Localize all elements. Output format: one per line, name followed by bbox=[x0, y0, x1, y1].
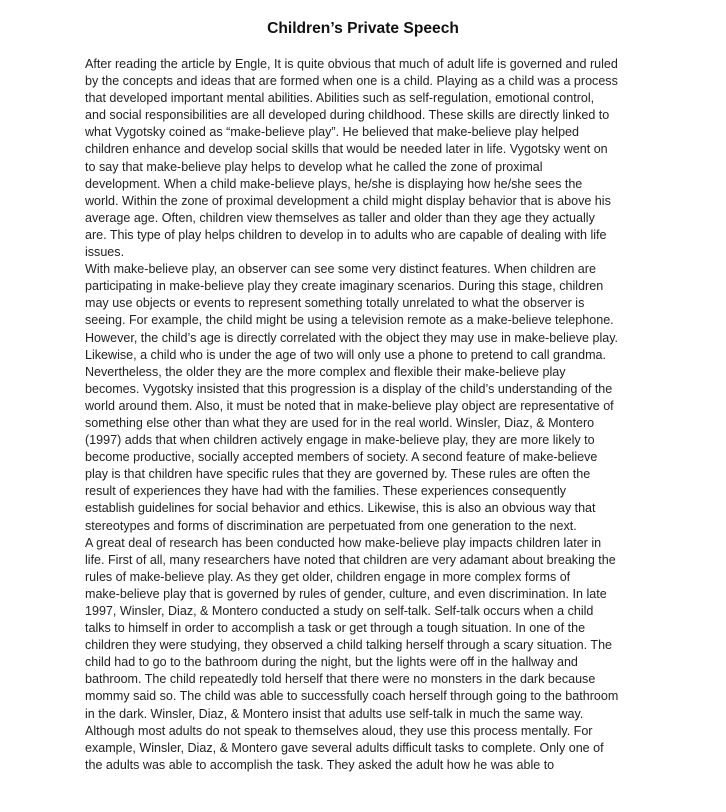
text-line: play is that children have specific rules that they are governed by. These rules are often the bbox=[85, 467, 591, 482]
document-title: Children’s Private Speech bbox=[267, 20, 459, 37]
text-line: participating in make-believe play they create imaginary scenarios. During this stage, children bbox=[85, 279, 604, 294]
text-line: that developed important mental abilities. Abilities such as self-regulation, emotional control, bbox=[85, 91, 595, 106]
text-line: and social responsibilities are all developed during childhood. These skills are directly linked to bbox=[85, 108, 610, 123]
document-body bbox=[85, 56, 651, 774]
text-line: becomes. Vygotsky insisted that this progression is a display of the child’s understanding of the bbox=[85, 381, 613, 396]
text-line: seeing. For example, the child might be using a television remote as a make-believe telephone. bbox=[85, 313, 614, 328]
text-line: world around them. Also, it must be noted that in make-believe play object are representative of bbox=[85, 398, 614, 413]
text-line: (1997) adds that when children actively engage in make-believe play, they are more likely to bbox=[85, 433, 595, 448]
text-line: example, Winsler, Diaz, & Montero gave several adults difficult tasks to complete. Only one of bbox=[85, 740, 604, 755]
text-line: child had to go to the bathroom during the night, but the lights were off in the hallway and bbox=[85, 655, 578, 670]
text-line: something else other than what they are used for in the real world. Winsler, Diaz, & Montero bbox=[85, 415, 595, 430]
text-line: result of experiences they have had with the families. These experiences consequently bbox=[85, 484, 567, 499]
text-line: development. When a child make-believe plays, he/she is displaying how he/she sees the bbox=[85, 176, 583, 191]
text-line: establish guidelines for social behavior and ethics. Likewise, this is also an obvious way that bbox=[85, 501, 596, 516]
text-line: 1997, Winsler, Diaz, & Montero conducted a study on self-talk. Self-talk occurs when a child bbox=[85, 604, 594, 618]
text-line: rules of make-believe play. As they get older, children engage in more complex forms of bbox=[85, 569, 571, 584]
text-line: children they were studying, they observed a child talking herself through a scary situation. The bbox=[85, 638, 613, 653]
text-line: make-believe play that is governed by rules of gender, culture, and even discrimination. In late bbox=[85, 586, 607, 601]
text-line: by the concepts and ideas that are formed when one is a child. Playing as a child was a process bbox=[85, 74, 618, 89]
text-line: are. This type of play helps children to develop in to adults who are capable of dealing with life bbox=[85, 227, 607, 242]
text-line: to say that make-believe play helps to develop what he called the zone of proximal bbox=[85, 159, 543, 174]
text-line: the adults was able to accomplish the task. They asked the adult how he was able to bbox=[85, 757, 555, 772]
text-line: in the dark. Winsler, Diaz, & Montero insist that adults use self-talk in much the same way. bbox=[85, 706, 584, 721]
text-line: stereotypes and forms of discrimination are perpetuated from one generation to the next. bbox=[85, 518, 577, 533]
text-line: After reading the article by Engle, It is quite obvious that much of adult life is governed and ruled bbox=[85, 57, 618, 71]
text-line: mommy said so. The child was able to successfully coach herself through going to the bathroom bbox=[85, 689, 619, 704]
text-line: A great deal of research has been conducted how make-believe play impacts children later in bbox=[85, 535, 602, 550]
text-line: bathroom. The child repeatedly told herself that there were no monsters in the dark because bbox=[85, 672, 596, 687]
text-line: talks to himself in order to accomplish a task or get through a tough situation. In one of the bbox=[85, 621, 586, 636]
text-line: issues. bbox=[85, 245, 125, 260]
text-line: world. Within the zone of proximal development a child might display behavior that is above his bbox=[85, 193, 611, 208]
text-line: Likewise, a child who is under the age of two will only use a phone to pretend to call grandma. bbox=[85, 347, 607, 362]
text-line: However, the child’s age is directly correlated with the object they may use in make-believe play. bbox=[85, 330, 619, 345]
text-line: Although most adults do not speak to themselves aloud, they use this process mentally. For bbox=[85, 723, 593, 738]
text-line: Nevertheless, the older they are the more complex and flexible their make-believe play bbox=[85, 364, 566, 379]
text-line: With make-believe play, an observer can see some very distinct features. When children are bbox=[85, 262, 596, 277]
text-line: become productive, socially accepted members of society. A second feature of make-believe bbox=[85, 450, 598, 465]
text-line: children enhance and develop social skills that would be needed later in life. Vygotsky went on bbox=[85, 142, 608, 157]
text-line: what Vygotsky coined as “make-believe play”. He believed that make-believe play helped bbox=[85, 125, 580, 140]
text-line: life. First of all, many researchers have noted that children are very adamant about breaking the bbox=[85, 552, 616, 567]
text-line: average age. Often, children view themselves as taller and older than they age they actually bbox=[85, 210, 595, 225]
text-line: may use objects or events to represent something totally unrelated to what the observer is bbox=[85, 296, 585, 311]
